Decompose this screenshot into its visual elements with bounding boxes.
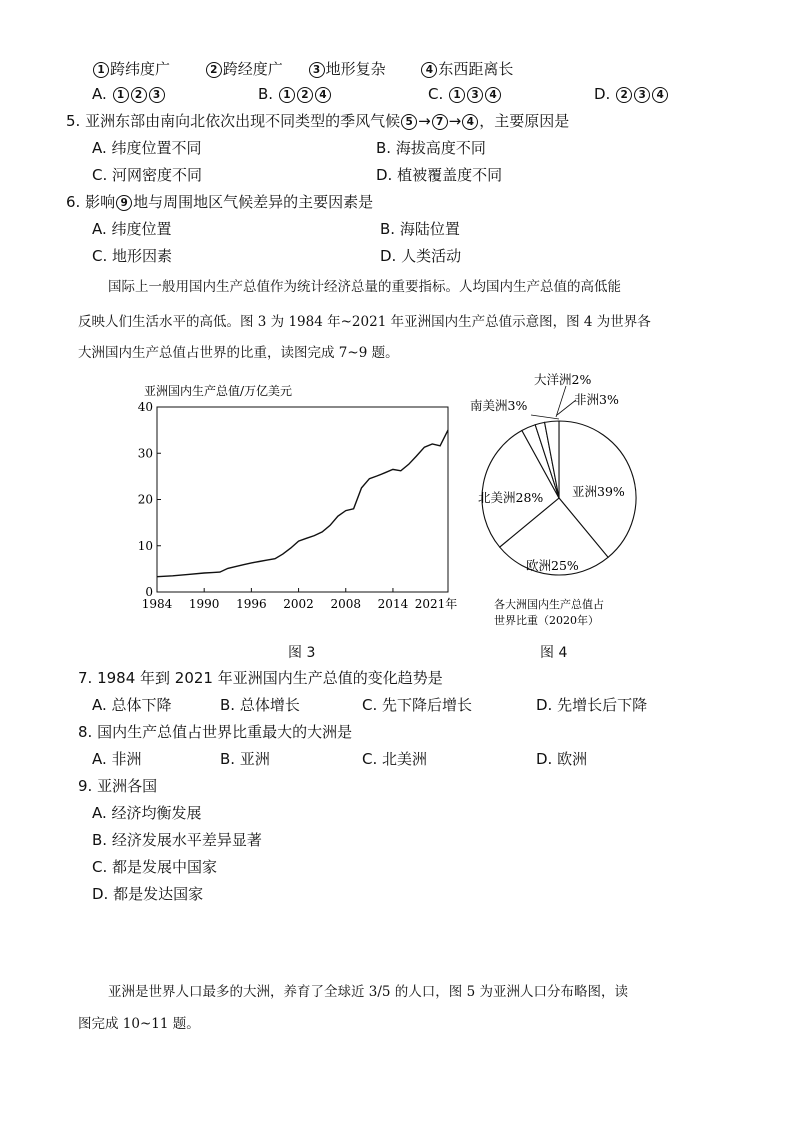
q4-option-3: 3 地形复杂 <box>308 58 416 79</box>
q9-stem: 9. 亚洲各国 <box>78 777 158 795</box>
q6-option-b: B. 海陆位置 <box>380 220 460 238</box>
pie-subtitle-line-1: 各大洲国内生产总值占 <box>494 598 604 611</box>
q6-option-a: A. 纬度位置 <box>92 220 172 238</box>
q8-option-d: D. 欧洲 <box>536 750 588 768</box>
y-tick-label: 10 <box>137 538 153 553</box>
intro1-line-1: 国际上一般用国内生产总值作为统计经济总量的重要指标。人均国内生产总值的高低能 <box>108 279 621 295</box>
q4-option-4: 4 东西距离长 <box>420 60 513 78</box>
q7-stem: 7. 1984 年到 2021 年亚洲国内生产总值的变化趋势是 <box>78 669 443 687</box>
x-tick-label: 1990 <box>188 597 220 611</box>
q4-option-1: 1 跨纬度广 <box>92 58 200 79</box>
q7-option-c: C. 先下降后增长 <box>362 696 473 714</box>
q7-option-a: A. 总体下降 <box>92 696 172 714</box>
x-tick-label: 2008 <box>330 597 362 611</box>
q4-option-2: 2 跨经度广 <box>205 58 303 79</box>
gdp-line-chart <box>130 375 475 630</box>
label-leader-south-america <box>531 415 559 419</box>
figure4-caption: 图 4 <box>540 645 568 661</box>
plot-frame <box>157 407 448 592</box>
chart-ylabel: 亚洲国内生产总值/万亿美元 <box>144 384 293 398</box>
intro1-line-2: 反映人们生活水平的高低。图 3 为 1984 年~2021 年亚洲国内生产总值示意图，图 4 为世界各 <box>78 314 651 330</box>
q6-option-c: C. 地形因素 <box>92 247 173 265</box>
x-tick-label: 1996 <box>236 597 267 611</box>
q5-stem: 5. 亚洲东部由南向北依次出现不同类型的季风气候 5 → 7 → 4 ，主要原因是 <box>66 112 570 130</box>
x-tick-label: 2014 <box>377 597 409 611</box>
x-tick-label: 1984 <box>141 597 173 611</box>
q5-option-a: A. 纬度位置不同 <box>92 139 202 157</box>
gdp-series-line <box>157 430 448 577</box>
q9-option-d: D. 都是发达国家 <box>92 885 204 903</box>
q4-answer-a: A. 1 2 3 <box>92 85 166 103</box>
figure3-caption: 图 3 <box>288 645 316 661</box>
intro2-line-2: 图完成 10~11 题。 <box>78 1016 200 1032</box>
y-tick-label: 0 <box>145 585 153 599</box>
q9-option-a: A. 经济均衡发展 <box>92 804 202 822</box>
y-tick-label: 30 <box>137 446 153 461</box>
pie-label-north-america: 北美洲28% <box>478 490 544 505</box>
q7-option-b: B. 总体增长 <box>220 696 300 714</box>
pie-subtitle-line-2: 世界比重（2020年） <box>494 614 599 627</box>
intro2-line-1: 亚洲是世界人口最多的大洲，养育了全球近 3/5 的人口，图 5 为亚洲人口分布略图，读 <box>108 984 628 1000</box>
pie-label-oceania: 大洋洲2% <box>534 372 592 387</box>
q8-option-c: C. 北美洲 <box>362 750 428 768</box>
q8-stem: 8. 国内生产总值占世界比重最大的大洲是 <box>78 723 353 741</box>
x-tick-label: 2002 <box>283 597 314 611</box>
q8-option-a: A. 非洲 <box>92 750 142 768</box>
q7-option-d: D. 先增长后下降 <box>536 696 648 714</box>
q9-option-b: B. 经济发展水平差异显著 <box>92 831 262 849</box>
q5-option-b: B. 海拔高度不同 <box>376 139 486 157</box>
q5-option-c: C. 河网密度不同 <box>92 166 203 184</box>
q4-options-row <box>92 58 513 79</box>
q6-option-d: D. 人类活动 <box>380 247 462 265</box>
pie-label-south-america: 南美洲3% <box>470 398 528 413</box>
q6-stem: 6. 影响 9 地与周围地区气候差异的主要因素是 <box>66 193 374 211</box>
pie-label-asia: 亚洲39% <box>572 484 625 499</box>
pie-label-africa: 非洲3% <box>574 392 619 407</box>
y-tick-label: 40 <box>137 400 153 414</box>
q4-answer-d: D. 2 3 4 <box>594 85 669 103</box>
q5-option-d: D. 植被覆盖度不同 <box>376 166 503 184</box>
x-tick-label: 2021年 <box>414 597 458 611</box>
q9-option-c: C. 都是发展中国家 <box>92 858 218 876</box>
q4-answer-b: B. 1 2 4 <box>258 85 332 103</box>
intro1-line-3: 大洲国内生产总值占世界的比重，读图完成 7~9 题。 <box>78 345 399 361</box>
q8-option-b: B. 亚洲 <box>220 750 270 768</box>
gdp-pie-chart <box>460 360 660 635</box>
y-tick-label: 20 <box>137 492 153 507</box>
pie-label-europe: 欧洲25% <box>526 558 579 573</box>
q4-answer-c: C. 1 3 4 <box>428 85 502 103</box>
